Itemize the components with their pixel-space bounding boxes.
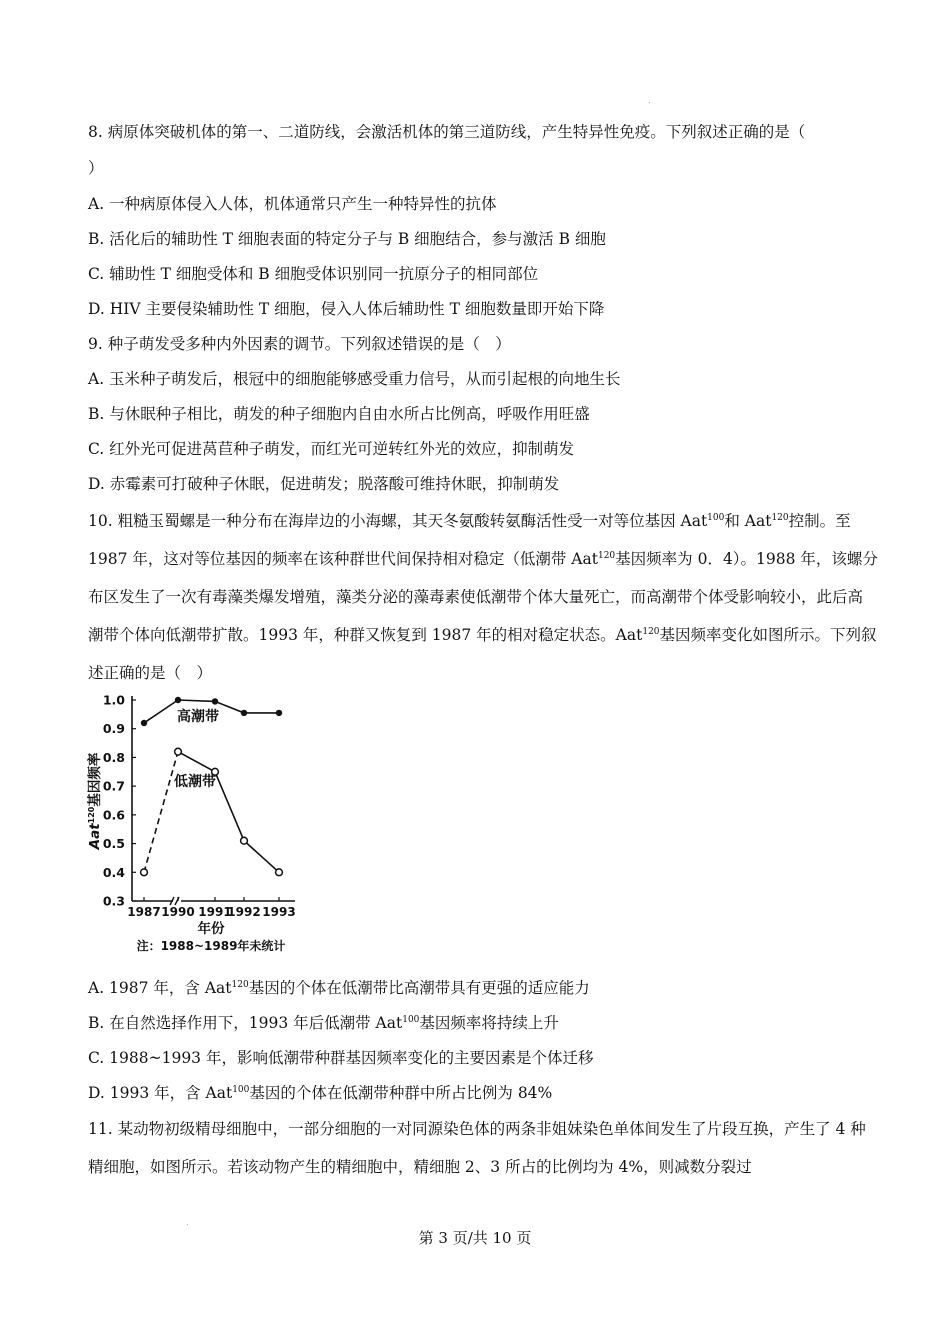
q8-option-b: B. 活化后的辅助性 T 细胞表面的特定分子与 B 细胞结合，参与激活 B 细胞 xyxy=(88,230,606,248)
x-tick-label: 1990 xyxy=(161,905,195,919)
q9-option-a: A. 玉米种子萌发后，根冠中的细胞能够感受重力信号，从而引起根的向地生长 xyxy=(88,370,621,388)
x-tick-label: 1991 xyxy=(198,905,232,919)
chart-note: 注：1988~1989年未统计 xyxy=(136,939,286,953)
y-tick-label: 0.9 xyxy=(102,721,125,737)
x-axis xyxy=(127,897,295,919)
y-tick-label: 0.8 xyxy=(102,749,125,765)
x-tick-label: 1987 xyxy=(127,905,161,919)
data-point-high-tide xyxy=(276,710,282,716)
gene-frequency-chart xyxy=(85,686,315,958)
page-footer: 第 3 页/共 10 页 xyxy=(418,1229,532,1247)
page-mark: . xyxy=(648,96,651,105)
q10-option-c: C. 1988~1993 年，影响低潮带种群基因频率变化的主要因素是个体迁移 xyxy=(88,1049,594,1067)
q10-option-b: B. 在自然选择作用下，1993 年后低潮带 Aat$^{100}$基因频率将持续上升 xyxy=(88,1014,559,1032)
q9-option-c: C. 红外光可促进莴苣种子萌发，而红光可逆转红外光的效应，抑制萌发 xyxy=(88,440,575,458)
y-tick-label: 0.7 xyxy=(102,778,125,794)
data-point-low-tide xyxy=(276,869,283,876)
q9-option-d: D. 赤霉素可打破种子休眠，促进萌发；脱落酸可维持休眠，抑制萌发 xyxy=(88,475,560,493)
q10-option-a: A. 1987 年，含 Aat$^{120}$基因的个体在低潮带比高潮带具有更强的适应能力 xyxy=(88,979,590,997)
series-label-low-tide: 低潮带 xyxy=(174,774,216,790)
page-mark-2: . xyxy=(186,1218,189,1227)
series-line-low-tide-dashed xyxy=(144,752,178,873)
q10-stem: 10. 粗糙玉蜀螺是一种分布在海岸边的小海螺，其天冬氨酸转氨酶活性受一对等位基因 Aat$^{100}$和 Aat$^{120}$控制。至 1987 年，这对等位基因的频率在该种群世代间保持相对稳定（低潮带 Aat$^{120}$基因频率为 0．4）。1988 年，该螺分布区发生了一次有毒藻类爆发增殖，藻类分泌的藻毒素使低潮带个体大量死亡，而高潮带个体受影响较小，此后高潮带个体向低潮带扩散。1993 年，种群又恢复到 1987 年的相对稳定状态。Aat$^{120}$基因频率变化如图所示。下列叙述正确的是（ ） xyxy=(88,512,878,682)
q11-stem: 11. 某动物初级精母细胞中，一部分细胞的一对同源染色体的两条非姐妹染色单体间发生了片段互换，产生了 4 种精细胞，如图所示。若该动物产生的精细胞中，精细胞 2、3 所占的比例均为 4%，则减数分裂过 xyxy=(88,1120,866,1176)
data-point-low-tide xyxy=(141,869,148,876)
data-point-low-tide xyxy=(175,748,182,755)
data-point-low-tide xyxy=(241,837,248,844)
y-tick-label: 0.6 xyxy=(102,807,125,823)
q8-option-a: A. 一种病原体侵入人体，机体通常只产生一种特异性的抗体 xyxy=(88,195,497,213)
x-tick-label: 1992 xyxy=(227,905,261,919)
x-tick-label: 1993 xyxy=(262,905,296,919)
data-point-high-tide xyxy=(141,720,147,726)
q9-option-b: B. 与休眠种子相比，萌发的种子细胞内自由水所占比例高，呼吸作用旺盛 xyxy=(88,405,590,423)
y-tick-label: 0.3 xyxy=(102,893,125,909)
data-point-high-tide xyxy=(212,698,218,704)
series-label-high-tide: 高潮带 xyxy=(177,709,219,725)
q8-option-d: D. HIV 主要侵染辅助性 T 细胞，侵入人体后辅助性 T 细胞数量即开始下降 xyxy=(88,300,605,318)
q8-option-c: C. 辅助性 T 细胞受体和 B 细胞受体识别同一抗原分子的相同部位 xyxy=(88,265,539,283)
y-tick-label: 0.5 xyxy=(102,836,125,852)
y-axis xyxy=(103,693,136,909)
series-line-low-tide xyxy=(178,752,279,873)
data-point-high-tide xyxy=(241,710,247,716)
q8-stem-line1: 8. 病原体突破机体的第一、二道防线，会激活机体的第三道防线，产生特异性免疫。下列叙述正确的是（ xyxy=(88,123,806,141)
q10-option-d: D. 1993 年，含 Aat$^{100}$基因的个体在低潮带种群中所占比例为 84% xyxy=(88,1084,553,1102)
y-tick-label: 1.0 xyxy=(102,692,125,708)
x-axis-label: 年份 xyxy=(197,921,225,937)
y-tick-label: 0.4 xyxy=(102,864,125,880)
q8-stem-line2: ） xyxy=(88,159,104,177)
data-point-high-tide xyxy=(175,697,181,703)
q9-stem: 9. 种子萌发受多种内外因素的调节。下列叙述错误的是（ ） xyxy=(88,335,511,353)
y-axis-label: Aat$^{120}$基因频率 xyxy=(87,752,103,850)
